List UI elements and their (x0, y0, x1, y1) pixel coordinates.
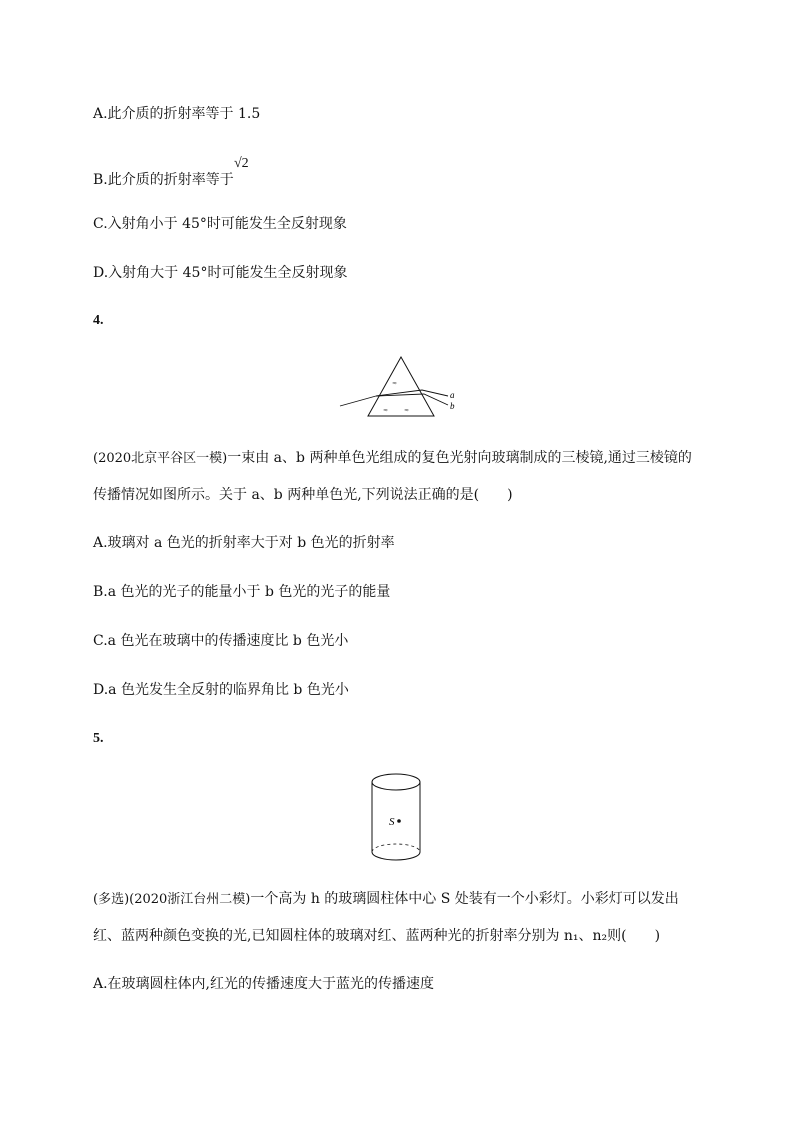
q3-option-a: A.此介质的折射率等于 1.5 (93, 106, 261, 122)
glass-mark: ≈ (383, 407, 389, 414)
prism-figure (338, 352, 468, 422)
q4-option-b: B.a 色光的光子的能量小于 b 色光的光子的能量 (93, 584, 391, 600)
incident-ray (340, 396, 376, 406)
q5-option-a: A.在玻璃圆柱体内,红光的传播速度大于蓝光的传播速度 (93, 976, 435, 992)
q4-option-d: D.a 色光发生全反射的临界角比 b 色光小 (93, 682, 349, 698)
q4-stem-line1 (93, 449, 692, 468)
sqrt-2-formula (234, 156, 249, 172)
glass-mark: ≈ (404, 407, 410, 414)
glass-mark: ≈ (392, 380, 398, 387)
prism-triangle (368, 357, 434, 416)
light-source-dot (397, 819, 401, 823)
cylinder-bottom-front (372, 852, 420, 860)
q5-number: 5. (93, 731, 104, 746)
prism-label-a: a (450, 390, 455, 400)
q4-number: 4. (93, 313, 104, 328)
q5-stem-line1 (93, 890, 679, 909)
sqrt-2-text: √2 (234, 156, 249, 171)
q4-stem-line2: 传播情况如图所示。关于 a、b 两种单色光,下列说法正确的是( ) (93, 487, 513, 503)
q4-source: (2020北京平谷区一模) (93, 451, 228, 466)
cylinder-top (372, 774, 420, 790)
cylinder-bottom-back (372, 844, 420, 852)
q4-option-c: C.a 色光在玻璃中的传播速度比 b 色光小 (93, 633, 349, 649)
prism-label-b: b (450, 401, 455, 411)
q4-option-a: A.玻璃对 a 色光的折射率大于对 b 色光的折射率 (93, 535, 395, 551)
ray-b (376, 394, 448, 405)
q5-stem-line2: 红、蓝两种颜色变换的光,已知圆柱体的玻璃对红、蓝两种光的折射率分别为 n₁、n₂则( ) (93, 928, 661, 944)
q3-option-c: C.入射角小于 45°时可能发生全反射现象 (93, 216, 347, 232)
q5-source: (多选)(2020浙江台州二模) (93, 892, 251, 907)
q4-stem-text: 一束由 a、b 两种单色光组成的复色光射向玻璃制成的三棱镜,通过三棱镜的 (227, 450, 692, 466)
q3-option-b: B.此介质的折射率等于 (93, 172, 234, 188)
q3-option-d: D.入射角大于 45°时可能发生全反射现象 (93, 265, 348, 281)
light-source-label: S (389, 816, 395, 828)
cylinder-figure (366, 770, 426, 866)
q5-stem-text: 一个高为 h 的玻璃圆柱体中心 S 处装有一个小彩灯。小彩灯可以发出 (250, 891, 679, 907)
